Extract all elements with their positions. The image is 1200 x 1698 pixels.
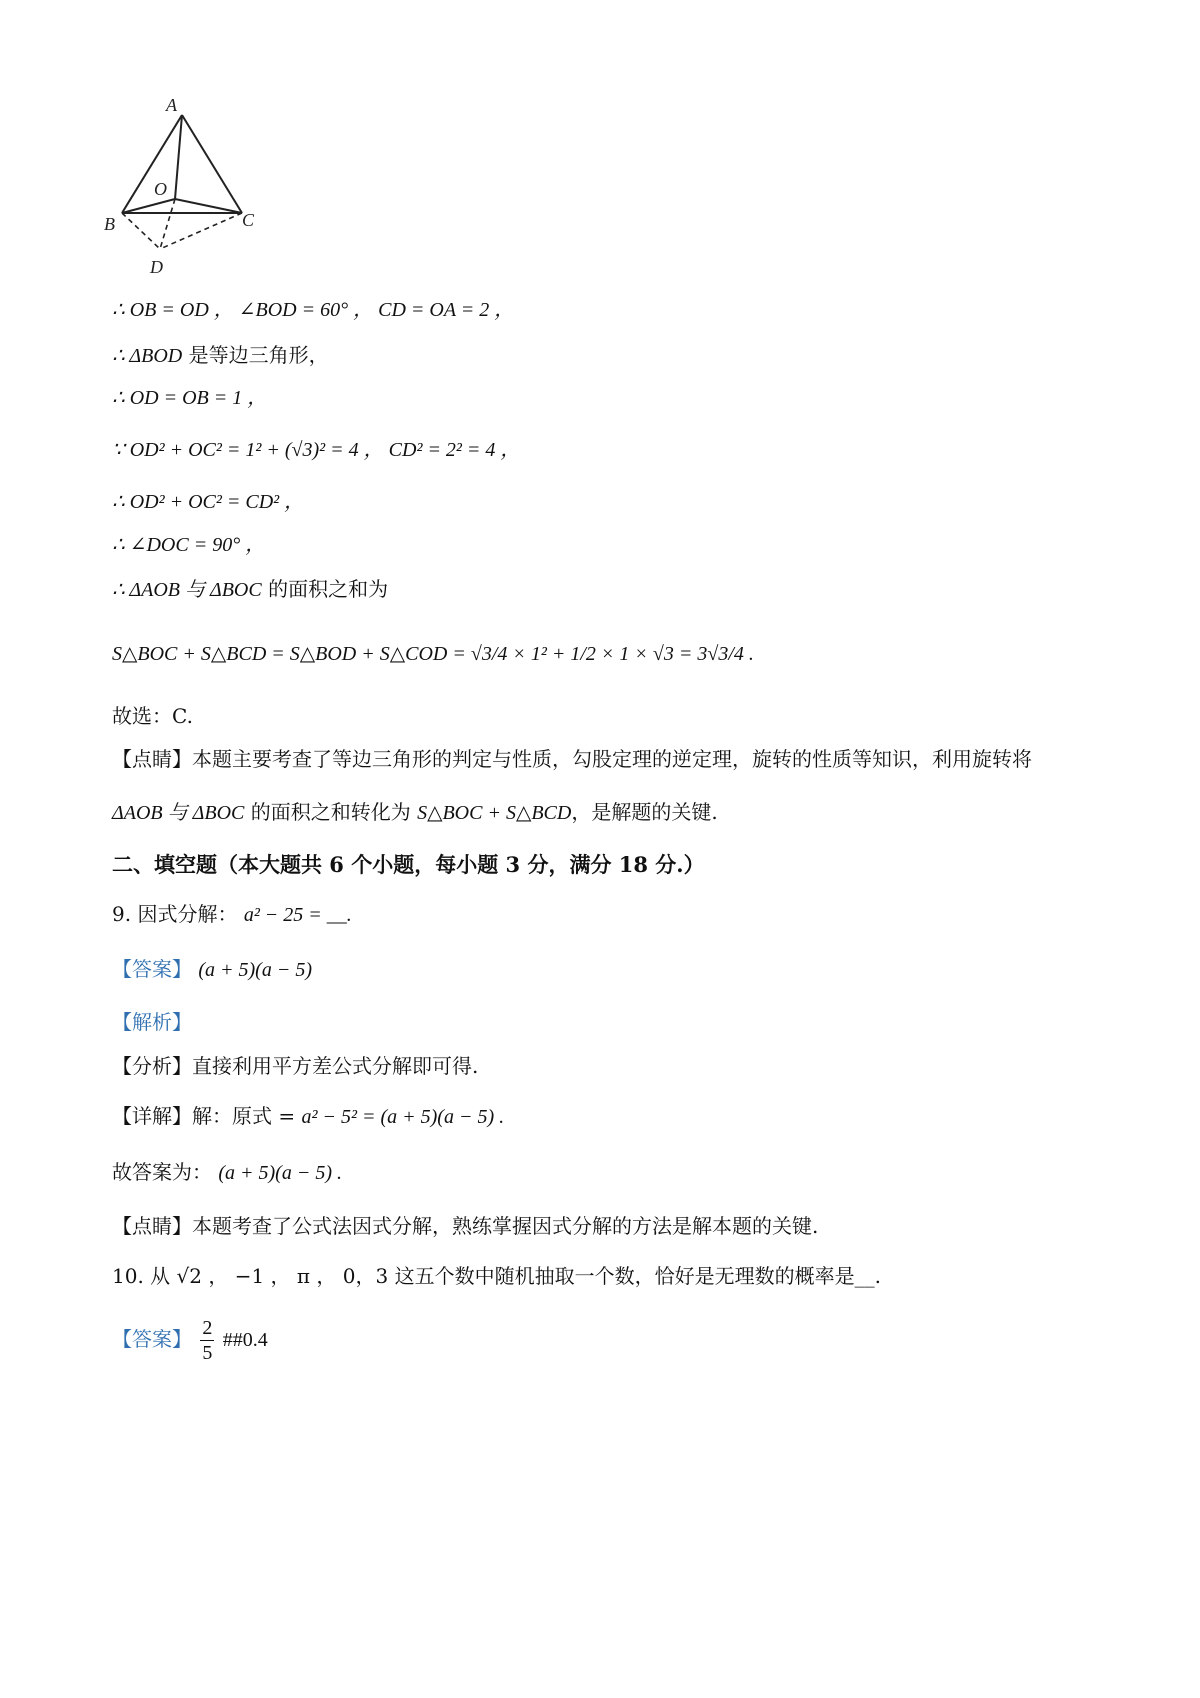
comment-line-2 [112, 798, 718, 827]
q9-xiangjie-expr: a² − 5² = (a + 5)(a − 5) . [301, 1106, 505, 1128]
q10-answer-tag: 【答案】 [112, 1327, 192, 1351]
q9-xiangjie-prefix: 解：原式 = [192, 1104, 296, 1128]
q9-expr: a² − 25 = __. [243, 904, 352, 926]
edge-AC [182, 115, 242, 213]
comment-tag: 【点睛】 [112, 747, 192, 771]
q9-comment [112, 1212, 818, 1240]
q9-fenxi-text: 直接利用平方差公式分解即可得. [192, 1054, 479, 1078]
q10-answer-num: 2 [202, 1317, 213, 1339]
q9-xiangjie-tag: 【详解】 [112, 1104, 192, 1128]
comment-l2-prefix: ΔAOB 与 ΔBOC [112, 802, 245, 824]
q10-question: 10. 从 √2 ， −1 ， π ， 0，3 这五个数中随机抽取一个数，恰好是无理数的概率是__. [112, 1264, 881, 1288]
step-6: ∴ ∠DOC = 90° ， [112, 534, 266, 556]
q10-answer [112, 1316, 268, 1365]
label-D: D [150, 257, 163, 277]
label-A: A [166, 95, 177, 115]
q9-prefix: 9. 因式分解： [112, 902, 238, 926]
step-2-prefix: ∴ ΔBOD [112, 345, 183, 367]
step-2 [112, 341, 329, 370]
q9-answer-tag: 【答案】 [112, 957, 192, 981]
q9-fenxi-tag: 【分析】 [112, 1054, 192, 1078]
q10-answer-fraction [200, 1316, 214, 1365]
section-heading: 二、填空题（本大题共 6 个小题，每小题 3 分，满分 18 分.） [112, 852, 705, 877]
step-1: ∴ OB = OD ， ∠BOD = 60° ， CD = OA = 2 ， [112, 299, 515, 321]
q9-final-prefix: 故答案为： [112, 1160, 212, 1184]
q9-analysis-tag: 【解析】 [112, 1010, 192, 1034]
step-7-text: 的面积之和为 [268, 577, 389, 601]
comment-text: 本题主要考查了等边三角形的判定与性质，勾股定理的逆定理，旋转的性质等知识，利用旋转将 [192, 747, 1032, 771]
q9-xiangjie [112, 1102, 504, 1131]
q9-comment-tag: 【点睛】 [112, 1214, 192, 1238]
comment-l2-expr: S△BOC + S△BCD [417, 802, 572, 824]
step-7-prefix: ∴ ΔAOB 与 ΔBOC [112, 579, 262, 601]
q10-answer-den: 5 [202, 1342, 213, 1364]
edge-CD [160, 213, 242, 249]
q9-comment-text: 本题考查了公式法因式分解，熟练掌握因式分解的方法是解本题的关键. [192, 1214, 819, 1238]
label-B: B [104, 214, 115, 234]
step-7 [112, 575, 388, 604]
q9-final-expr: (a + 5)(a − 5) . [218, 1162, 342, 1184]
q9-answer [112, 955, 312, 984]
comment-l2-mid: 的面积之和转化为 [250, 800, 411, 824]
step-2-text: 是等边三角形， [188, 343, 329, 367]
edge-OC [175, 199, 242, 213]
q9-final [112, 1158, 342, 1187]
q10-answer-alt: ##0.4 [222, 1329, 268, 1351]
comment-line-1 [112, 745, 1032, 773]
q9-question [112, 900, 352, 929]
choice-line: 故选：C. [112, 704, 193, 728]
triangle-figure [100, 95, 280, 285]
edge-AB [122, 115, 182, 213]
step-5: ∴ OD² + OC² = CD² ， [112, 491, 305, 513]
q9-answer-value: (a + 5)(a − 5) [198, 959, 312, 981]
step-3: ∴ OD = OB = 1 ， [112, 387, 268, 409]
q9-fenxi [112, 1052, 478, 1080]
area-equation: S△BOC + S△BCD = S△BOD + S△COD = √3/4 × 1² + 1/2 × 1 × √3 = 3√3/4 . [112, 643, 754, 665]
comment-l2-suffix: ，是解题的关键. [571, 800, 718, 824]
label-O: O [154, 179, 167, 199]
edge-AO [175, 115, 182, 199]
edge-BD [122, 213, 160, 249]
edge-OD [160, 199, 175, 249]
step-4: ∵ OD² + OC² = 1² + (√3)² = 4 ， CD² = 2² = 4 ， [112, 439, 521, 461]
label-C: C [242, 210, 255, 230]
